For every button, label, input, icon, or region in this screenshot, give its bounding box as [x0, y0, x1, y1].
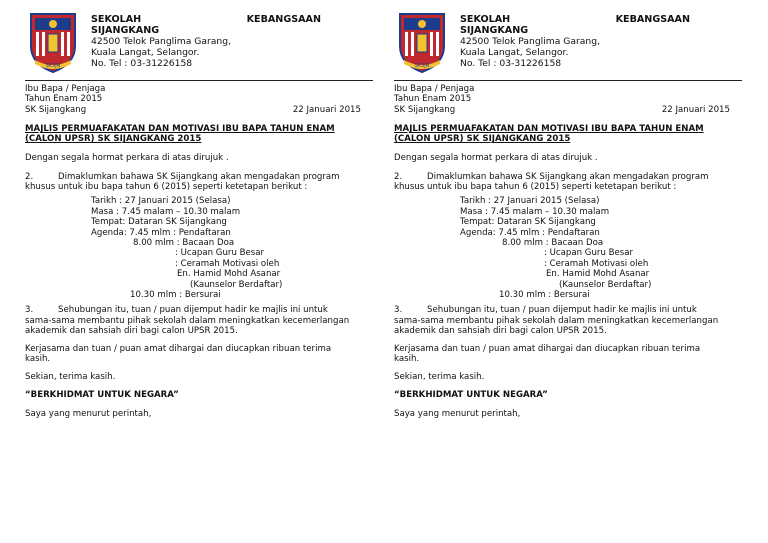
paragraph-2: 2. Dimaklumkan bahawa SK Sijangkang akan mengadakan program	[394, 171, 709, 182]
paragraph-3: 3. Sehubungan itu, tuan / puan dijemput hadir ke majlis ini untuk	[25, 305, 328, 316]
school-name-word2: KEBANGSAAN	[615, 14, 690, 25]
thanks-line-2: kasih.	[25, 354, 51, 365]
letter-body	[394, 84, 746, 420]
paragraph-3-line-3: akademik dan sahsiah diri bagi calon UPSR 2015.	[25, 326, 238, 337]
motto: “BERKHIDMAT UNTUK NEGARA”	[25, 389, 179, 400]
sign-off: Saya yang menurut perintah,	[394, 409, 521, 420]
agenda-item: : Ceramah Motivasi oleh	[544, 258, 649, 269]
address-line-1: 42500 Telok Panglima Garang,	[460, 36, 601, 47]
recipient-line-2: Tahun Enam 2015	[394, 94, 472, 105]
paragraph-3-line-2: sama-sama membantu pihak sekolah dalam meningkatkan kecemerlangan	[394, 315, 719, 326]
school-name-word3: SIJANGKANG	[460, 25, 529, 36]
address-line-2: Kuala Langat, Selangor.	[460, 47, 569, 58]
letter-body	[25, 84, 377, 420]
recipient-line-1: Ibu Bapa / Penjaga	[25, 84, 106, 94]
letter-date: 22 Januari 2015	[292, 104, 361, 115]
phone-line: No. Tel : 03-31226158	[460, 58, 562, 69]
greeting: Dengan segala hormat perkara di atas dirujuk .	[25, 153, 229, 164]
event-venue: Tempat: Dataran SK Sijangkang	[91, 217, 227, 228]
phone-line: No. Tel : 03-31226158	[91, 58, 193, 69]
closing: Sekian, terima kasih.	[25, 372, 116, 383]
title-line-1: MAJLIS PERMUAFAKATAN DAN MOTIVASI IBU BAPA TAHUN ENAM	[25, 124, 335, 135]
paragraph-2: 2. Dimaklumkan bahawa SK Sijangkang akan mengadakan program	[25, 171, 340, 182]
agenda-item: En. Hamid Mohd Asanar	[546, 269, 650, 280]
school-name-word1: SEKOLAH	[460, 14, 511, 25]
agenda-item: : Ucapan Guru Besar	[175, 248, 265, 259]
school-name-word3: SIJANGKANG	[91, 25, 160, 36]
agenda-item: En. Hamid Mohd Asanar	[177, 269, 281, 280]
school-crest-icon	[27, 12, 79, 74]
address-line-1: 42500 Telok Panglima Garang,	[91, 36, 232, 47]
agenda-item: (Kaunselor Berdaftar)	[559, 279, 652, 290]
title-line-2: (CALON UPSR) SK SIJANGKANG 2015	[394, 134, 571, 145]
recipient-line-3: SK Sijangkang	[25, 104, 87, 115]
header-divider	[394, 80, 742, 81]
event-details	[394, 196, 746, 301]
event-venue: Tempat: Dataran SK Sijangkang	[460, 217, 596, 228]
recipient-line-1: Ibu Bapa / Penjaga	[394, 84, 475, 94]
agenda-item: : Ceramah Motivasi oleh	[175, 258, 280, 269]
school-crest-icon	[396, 12, 448, 74]
greeting: Dengan segala hormat perkara di atas dirujuk .	[394, 153, 598, 164]
event-date: Tarikh : 27 Januari 2015 (Selasa)	[91, 196, 231, 207]
motto: “BERKHIDMAT UNTUK NEGARA”	[394, 389, 548, 400]
paragraph-3: 3. Sehubungan itu, tuan / puan dijemput hadir ke majlis ini untuk	[394, 305, 697, 316]
agenda-item: (Kaunselor Berdaftar)	[190, 279, 283, 290]
closing: Sekian, terima kasih.	[394, 372, 485, 383]
letter-title	[394, 124, 746, 144]
sign-off: Saya yang menurut perintah,	[25, 409, 152, 420]
title-line-2: (CALON UPSR) SK SIJANGKANG 2015	[25, 134, 202, 145]
school-name-word2: KEBANGSAAN	[246, 14, 321, 25]
recipient-line-3: SK Sijangkang	[394, 104, 456, 115]
title-line-1: MAJLIS PERMUAFAKATAN DAN MOTIVASI IBU BAPA TAHUN ENAM	[394, 124, 704, 135]
recipient-line-2: Tahun Enam 2015	[25, 94, 103, 105]
agenda-item: Agenda: 7.45 mlm : Pendaftaran	[460, 227, 600, 238]
crest-text: SKSJN	[45, 63, 61, 69]
header-divider	[25, 80, 373, 81]
paragraph-3-line-3: akademik dan sahsiah diri bagi calon UPSR 2015.	[394, 326, 607, 337]
letter-title	[25, 124, 377, 144]
school-info	[460, 14, 690, 78]
agenda-item: 8.00 mlm : Bacaan Doa	[133, 238, 235, 249]
thanks-line-1: Kerjasama dan tuan / puan amat dihargai dan diucapkan ribuan terima	[394, 343, 701, 354]
event-date: Tarikh : 27 Januari 2015 (Selasa)	[460, 196, 600, 207]
letter-date: 22 Januari 2015	[661, 104, 730, 115]
letter-copy-left	[25, 0, 377, 543]
paragraph-2-line-2: khusus untuk ibu bapa tahun 6 (2015) seperti ketetapan berikut :	[25, 182, 308, 193]
paragraph-2-line-2: khusus untuk ibu bapa tahun 6 (2015) seperti ketetapan berikut :	[394, 182, 677, 193]
agenda-item: : Ucapan Guru Besar	[544, 248, 634, 259]
school-name-word1: SEKOLAH	[91, 14, 142, 25]
thanks-line-1: Kerjasama dan tuan / puan amat dihargai dan diucapkan ribuan terima	[25, 343, 332, 354]
event-details	[25, 196, 377, 301]
agenda-item: 8.00 mlm : Bacaan Doa	[502, 238, 604, 249]
school-info	[91, 14, 321, 78]
agenda-item: Agenda: 7.45 mlm : Pendaftaran	[91, 227, 231, 238]
crest-text: SKSJN	[414, 63, 430, 69]
letterhead	[394, 0, 746, 80]
thanks-line-2: kasih.	[394, 354, 420, 365]
address-line-2: Kuala Langat, Selangor.	[91, 47, 200, 58]
event-time: Masa : 7.45 malam – 10.30 malam	[91, 206, 241, 217]
paragraph-3-line-2: sama-sama membantu pihak sekolah dalam meningkatkan kecemerlangan	[25, 315, 350, 326]
agenda-item: 10.30 mlm : Bersurai	[130, 290, 221, 301]
letter-copy-right	[394, 0, 746, 543]
agenda-item: 10.30 mlm : Bersurai	[499, 290, 590, 301]
event-time: Masa : 7.45 malam – 10.30 malam	[460, 206, 610, 217]
letterhead	[25, 0, 377, 80]
